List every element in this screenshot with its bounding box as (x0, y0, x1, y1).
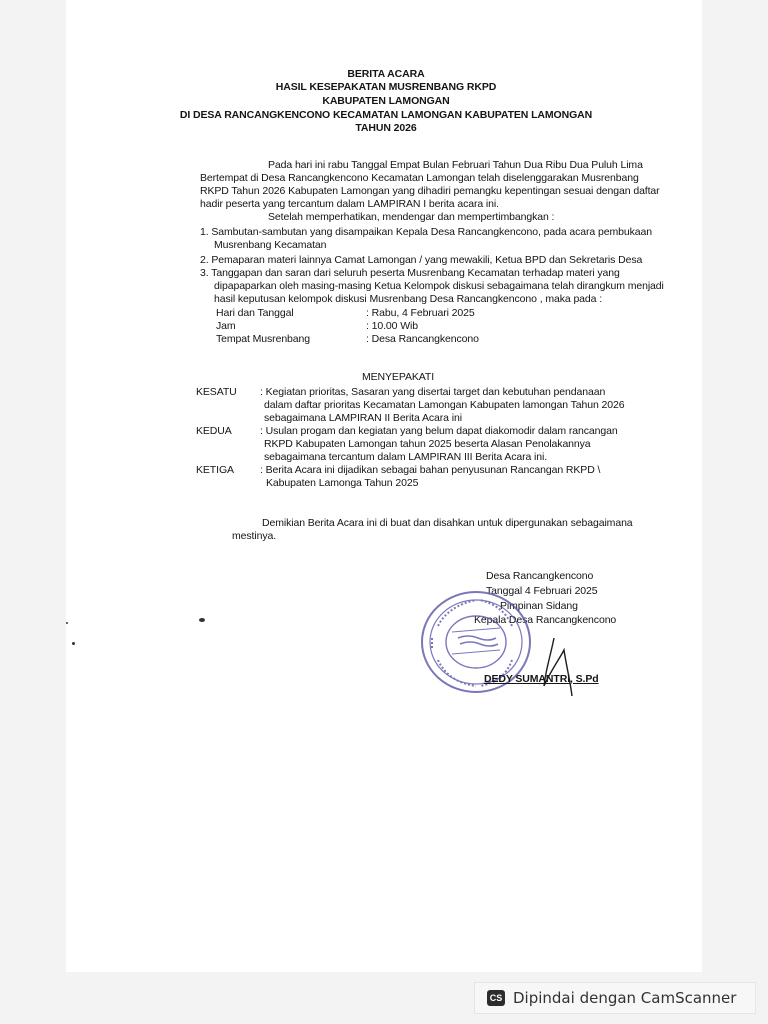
scan-speck (199, 618, 205, 622)
intro-line-4: hadir peserta yang tercantum dalam LAMPIRAN I berita acara ini. (200, 198, 499, 210)
detail-value-place: : Desa Rancangkencono (366, 333, 479, 345)
signature-place: Desa Rancangkencono (486, 570, 594, 582)
camscanner-watermark (474, 982, 756, 1014)
signature-role-1: Pimpinan Sidang (500, 600, 578, 612)
title-line-1: BERITA ACARA (347, 68, 425, 80)
decision-1-line-3: sebagaimana LAMPIRAN II Berita Acara ini (264, 412, 462, 424)
signature-date: Tanggal 4 Februari 2025 (486, 585, 598, 597)
scan-speck (72, 642, 75, 645)
camscanner-text: Dipindai dengan CamScanner (513, 989, 737, 1007)
title-line-2: HASIL KESEPAKATAN MUSRENBANG RKPD (275, 81, 497, 93)
decision-1-line-2: dalam daftar prioritas Kecamatan Lamongan Kabupaten lamongan Tahun 2026 (264, 399, 625, 411)
detail-label-place: Tempat Musrenbang (216, 333, 311, 345)
decision-1-label: KESATU (196, 386, 237, 398)
intro-line-1: Pada hari ini rabu Tanggal Empat Bulan Februari Tahun Dua Ribu Dua Puluh Lima (268, 159, 643, 171)
item-1-line-1: 1. Sambutan-sambutan yang disampaikan Kepala Desa Rancangkencono, pada acara pembukaan (200, 226, 652, 238)
decision-3-line-2: Kabupaten Lamonga Tahun 2025 (266, 477, 419, 489)
scan-speck (66, 622, 68, 624)
decision-2-label: KEDUA (196, 425, 232, 437)
detail-label-time: Jam (216, 320, 236, 332)
decision-1-line-1: : Kegiatan prioritas, Sasaran yang disertai target dan kebutuhan pendanaan (260, 386, 606, 398)
detail-value-date: : Rabu, 4 Februari 2025 (366, 307, 475, 319)
item-3-line-1: 3. Tanggapan dan saran dari seluruh peserta Musrenbang Kecamatan terhadap materi yang (200, 267, 620, 279)
title-line-3: KABUPATEN LAMONGAN (322, 95, 450, 107)
intro-line-3: RKPD Tahun 2026 Kabupaten Lamongan yang dihadiri pemangku kepentingan sesuai dengan daftar (200, 185, 660, 197)
item-2: 2. Pemaparan materi lainnya Camat Lamongan / yang mewakili, Ketua BPD dan Sekretaris Desa (200, 254, 643, 266)
decision-3-line-1: : Berita Acara ini dijadikan sebagai bahan penyusunan Rancangan RKPD \ (260, 464, 601, 476)
item-3-line-3: hasil keputusan kelompok diskusi Musrenbang Desa Rancangkencono , maka pada : (214, 293, 603, 305)
decision-3-label: KETIGA (196, 464, 234, 476)
closing-line-2: mestinya. (232, 530, 277, 542)
decision-2-line-3: sebagaimana tercantum dalam LAMPIRAN III Berita Acara ini. (264, 451, 548, 463)
detail-value-time: : 10.00 Wib (366, 320, 419, 332)
intro-line-5: Setelah memperhatikan, mendengar dan mempertimbangkan : (268, 211, 555, 223)
intro-line-2: Bertempat di Desa Rancangkencono Kecamatan Lamongan telah diselenggarakan Musrenbang (200, 172, 639, 184)
item-3-line-2: dipapaparkan oleh masing-masing Ketua Kelompok diskusi sebagaimana telah dirangkum menjadi (214, 280, 664, 292)
detail-label-date: Hari dan Tanggal (216, 307, 294, 319)
camscanner-logo-icon: CS (487, 990, 505, 1006)
item-1-line-2: Musrenbang Kecamatan (214, 239, 327, 251)
handwritten-signature (520, 628, 580, 700)
title-line-4: DI DESA RANCANGKENCONO KECAMATAN LAMONGAN KABUPATEN LAMONGAN (179, 109, 593, 121)
signature-role-2: Kepala Desa Rancangkencono (474, 614, 617, 626)
decision-2-line-2: RKPD Kabupaten Lamongan tahun 2025 beserta Alasan Penolakannya (264, 438, 591, 450)
title-line-5: TAHUN 2026 (355, 122, 417, 134)
closing-line-1: Demikian Berita Acara ini di buat dan disahkan untuk dipergunakan sebagaimana (262, 517, 633, 529)
signatory-name: DEDY SUMANTRI, S.Pd (484, 673, 599, 685)
menyepakati-heading: MENYEPAKATI (362, 371, 435, 383)
decision-2-line-1: : Usulan progam dan kegiatan yang belum dapat diakomodir dalam rancangan (260, 425, 618, 437)
